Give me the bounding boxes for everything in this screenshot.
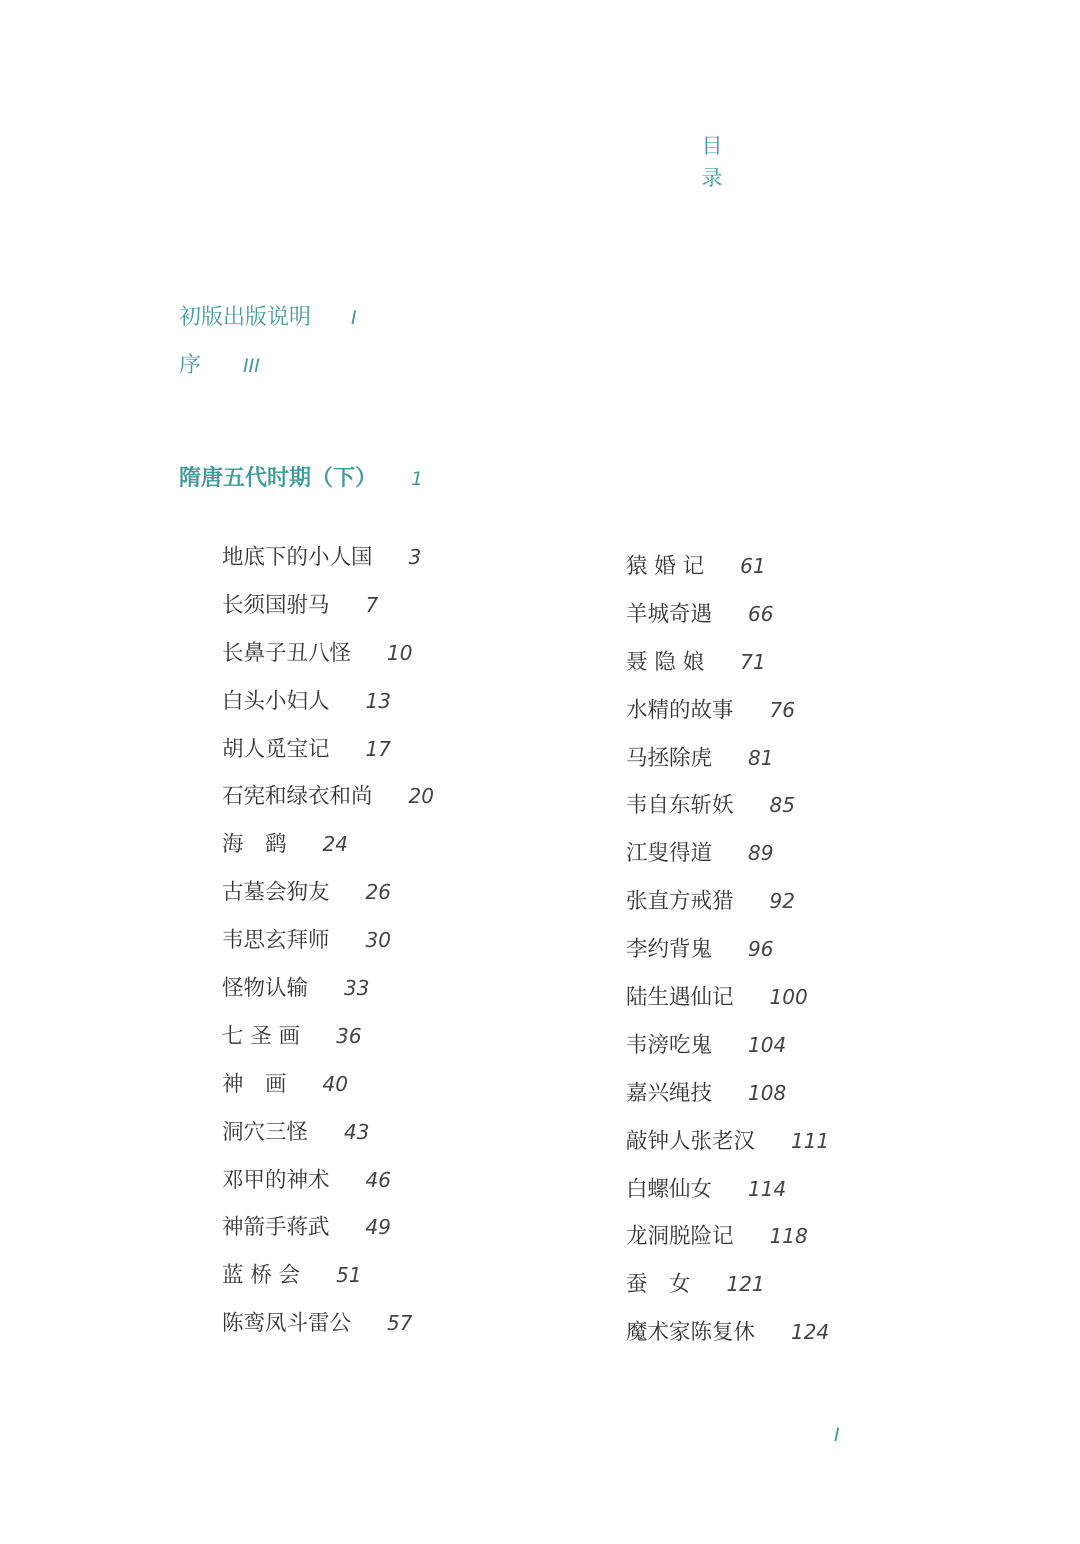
toc-entry[interactable] — [222, 1258, 434, 1306]
entry-label: 敲钟人张老汉 — [626, 1128, 756, 1154]
entry-page: 121 — [726, 1272, 765, 1297]
entry-page: 46 — [365, 1167, 391, 1192]
section-page: 1 — [411, 468, 424, 490]
entry-page: 7 — [365, 592, 379, 617]
entry-page: 17 — [365, 736, 391, 761]
toc-entry[interactable] — [626, 597, 829, 645]
toc-entry[interactable] — [222, 1163, 434, 1211]
entry-label: 江叟得道 — [626, 841, 713, 867]
entry-page: 124 — [791, 1320, 830, 1345]
entry-page: 36 — [336, 1023, 362, 1048]
entry-page: 51 — [336, 1263, 362, 1288]
entry-label: 聂 隐 娘 — [626, 649, 705, 675]
entry-label: 初版出版说明 — [179, 305, 312, 330]
entry-label: 马拯除虎 — [626, 745, 713, 771]
entry-label: 龙洞脱险记 — [626, 1224, 734, 1250]
toc-entry[interactable] — [626, 788, 829, 836]
entry-page: 30 — [365, 928, 391, 953]
entry-label: 魔术家陈复休 — [626, 1320, 756, 1346]
entry-page: 118 — [769, 1224, 808, 1249]
toc-entry[interactable] — [626, 741, 829, 789]
entry-label: 地底下的小人国 — [222, 545, 373, 570]
toc-entry[interactable] — [626, 693, 829, 741]
entry-page: 40 — [322, 1071, 348, 1096]
toc-entry[interactable] — [222, 1067, 434, 1115]
toc-entry[interactable] — [222, 732, 434, 780]
entry-page: 81 — [748, 745, 774, 770]
page-number: I — [834, 1424, 840, 1446]
section-heading[interactable] — [179, 462, 423, 496]
toc-entry[interactable] — [626, 1076, 829, 1124]
entry-label: 长须国驸马 — [222, 592, 330, 618]
toc-entry[interactable] — [222, 684, 434, 732]
toc-entry[interactable] — [626, 884, 829, 932]
entry-label: 陆生遇仙记 — [626, 985, 734, 1011]
entry-label: 蚕 女 — [626, 1272, 691, 1298]
toc-entry[interactable] — [626, 1315, 829, 1363]
entry-label: 序 — [179, 353, 202, 378]
entry-label: 韦思玄拜师 — [222, 928, 330, 954]
entry-page: 20 — [408, 784, 434, 809]
entry-page: 3 — [408, 545, 422, 569]
entry-page: 49 — [365, 1215, 391, 1240]
entry-page: 76 — [769, 697, 795, 722]
toc-entry[interactable] — [222, 1115, 434, 1163]
entry-page: 100 — [769, 985, 808, 1010]
entry-label: 韦自东斩妖 — [626, 793, 734, 819]
toc-title-char-1: 目 — [701, 134, 723, 158]
entry-label: 石宪和绿衣和尚 — [222, 784, 373, 810]
entry-label: 韦滂吃鬼 — [626, 1032, 713, 1058]
toc-entry[interactable] — [626, 1028, 829, 1076]
toc-entry[interactable] — [222, 875, 434, 923]
entry-page: 114 — [748, 1176, 787, 1201]
entry-page: 89 — [748, 841, 774, 866]
toc-title — [700, 130, 724, 194]
toc-entry[interactable] — [222, 971, 434, 1019]
entry-page: 43 — [344, 1119, 370, 1144]
entry-label: 海 鹞 — [222, 832, 287, 858]
toc-entry[interactable] — [222, 540, 434, 588]
toc-title-char-2: 录 — [701, 166, 723, 190]
entry-label: 邓甲的神术 — [222, 1167, 330, 1193]
entry-label: 嘉兴绳技 — [626, 1080, 713, 1106]
toc-entry[interactable] — [626, 1267, 829, 1315]
entry-label: 神 画 — [222, 1071, 287, 1097]
entry-page: 104 — [748, 1032, 787, 1057]
toc-entry[interactable] — [222, 923, 434, 971]
entry-label: 怪物认输 — [222, 976, 309, 1002]
toc-right-column — [626, 549, 829, 1363]
entry-label: 古墓会狗友 — [222, 880, 330, 906]
toc-entry[interactable] — [222, 636, 434, 684]
entry-page: 13 — [365, 688, 391, 713]
entry-page: 92 — [769, 889, 795, 914]
entry-page: 85 — [769, 793, 795, 818]
toc-entry[interactable] — [626, 1124, 829, 1172]
entry-page: 71 — [740, 649, 766, 674]
entry-label: 蓝 桥 会 — [222, 1263, 301, 1289]
entry-label: 陈鸾凤斗雷公 — [222, 1311, 352, 1337]
toc-entry[interactable] — [222, 827, 434, 875]
toc-entry[interactable] — [626, 1219, 829, 1267]
entry-label: 白螺仙女 — [626, 1176, 713, 1202]
section-label: 隋唐五代时期（下） — [179, 466, 378, 491]
entry-page: 96 — [748, 937, 774, 962]
toc-entry[interactable] — [626, 836, 829, 884]
entry-page: 57 — [387, 1311, 413, 1336]
entry-label: 猿 婚 记 — [626, 554, 705, 579]
toc-entry[interactable] — [626, 549, 829, 597]
entry-label: 洞穴三怪 — [222, 1119, 309, 1145]
entry-page: 111 — [791, 1128, 830, 1153]
entry-page: 26 — [365, 880, 391, 905]
toc-entry[interactable] — [626, 932, 829, 980]
entry-label: 神箭手蒋武 — [222, 1215, 330, 1241]
entry-page: III — [243, 355, 260, 377]
toc-entry[interactable] — [222, 1210, 434, 1258]
entry-label: 七 圣 画 — [222, 1023, 301, 1049]
toc-entry[interactable] — [222, 1306, 434, 1354]
entry-label: 李约背鬼 — [626, 937, 713, 963]
entry-page: 66 — [748, 601, 774, 626]
front-entry-preface-note[interactable] — [179, 302, 357, 334]
entry-label: 胡人觅宝记 — [222, 736, 330, 762]
entry-page: 61 — [740, 554, 766, 578]
entry-label: 水精的故事 — [626, 697, 734, 723]
toc-entry[interactable] — [626, 980, 829, 1028]
toc-entry[interactable] — [626, 645, 829, 693]
toc-left-column — [222, 540, 434, 1354]
entry-label: 张直方戒猎 — [626, 889, 734, 915]
toc-entry[interactable] — [222, 1019, 434, 1067]
entry-page: 10 — [387, 640, 413, 665]
entry-label: 白头小妇人 — [222, 688, 330, 714]
entry-label: 羊城奇遇 — [626, 601, 713, 627]
front-entry-preface[interactable] — [179, 350, 260, 382]
entry-page: 33 — [344, 976, 370, 1001]
toc-entry[interactable] — [222, 779, 434, 827]
entry-page: 108 — [748, 1080, 787, 1105]
entry-label: 长鼻子丑八怪 — [222, 640, 352, 666]
toc-entry[interactable] — [222, 588, 434, 636]
toc-entry[interactable] — [626, 1172, 829, 1220]
entry-page: I — [351, 307, 357, 329]
entry-page: 24 — [322, 832, 348, 857]
